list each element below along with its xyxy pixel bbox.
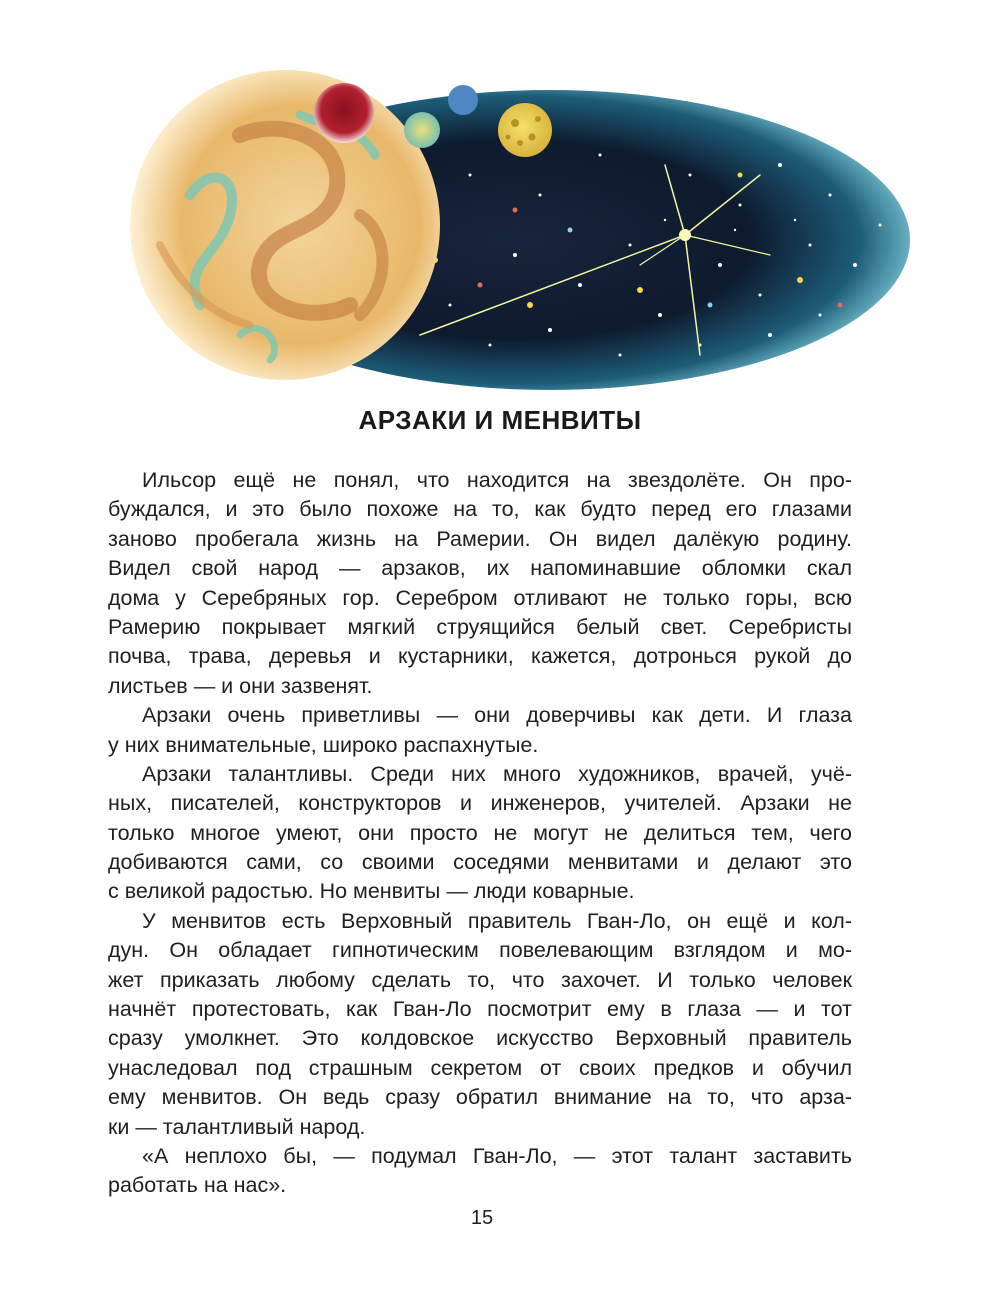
text-line: У менвитов есть Верховный правитель Гван-Ло, он ещё и кол- (142, 908, 852, 933)
text-line: добиваются сами, со своими соседями менвитами и делают это (108, 850, 852, 875)
page-number: 15 (470, 1207, 494, 1229)
space-illustration (120, 55, 910, 400)
text-line: у них внимательные, широко распахнутые. (108, 732, 539, 757)
text-line: Арзаки талантливы. Среди них много художников, врачей, учё- (142, 761, 852, 786)
chapter-text (108, 466, 852, 1201)
yellow-moon (498, 103, 552, 157)
text-line: Ильсор ещё не понял, что находится на звездолёте. Он про- (142, 468, 852, 492)
text-line: с великой радостью. Но менвиты — люди коварные. (108, 879, 635, 904)
text-line: Видел свой народ — арзаков, их напоминавшие обломки скал (108, 556, 852, 581)
text-line: дун. Он обладает гипнотическим повелевающим взглядом и мо- (108, 938, 852, 963)
red-moon (314, 83, 374, 143)
text-line: жет приказать любому сделать то, что захочет. И только человек (108, 967, 852, 992)
large-planet (130, 70, 440, 380)
text-line: «А неплохо бы, — подумал Гван-Ло, — этот талант заставить (142, 1143, 852, 1168)
text-line: Рамерию покрывает мягкий струящийся белый свет. Серебристы (108, 614, 852, 639)
text-line: заново пробегала жизнь на Рамерии. Он видел далёкую родину. (108, 526, 852, 551)
text-line: работать на нас». (108, 1173, 287, 1198)
text-line: дома у Серебряных гор. Серебром отливают не только горы, всю (108, 585, 852, 610)
text-line: сразу умолкнет. Это колдовское искусство Верховный правитель (108, 1026, 852, 1051)
text-line: ему менвитов. Он ведь сразу обратил внимание на то, что арза- (108, 1085, 852, 1110)
text-line: Арзаки очень приветливы — они доверчивы как дети. И глаза (142, 703, 852, 728)
text-line: ки — талантливый народ. (108, 1114, 366, 1139)
space-illustration-svg (120, 55, 910, 400)
small-blue-moon (448, 85, 478, 115)
small-green-moon (404, 112, 440, 148)
text-line: ных, писателей, конструкторов и инженеров, учителей. Арзаки не (108, 791, 852, 816)
text-line: начнёт протестовать, как Гван-Ло посмотрит ему в глаза — и тот (108, 997, 852, 1022)
chapter-title: АРЗАКИ И МЕНВИТЫ (358, 405, 642, 435)
text-line: листьев — и они зазвенят. (108, 673, 373, 698)
text-line: только многое умеют, они просто не могут не делиться тем, чего (108, 820, 852, 845)
text-line: почва, трава, деревья и кустарники, кажется, дотронься рукой до (108, 644, 852, 669)
text-line: буждался, и это было похоже на то, как будто перед его глазами (108, 497, 852, 522)
text-line: унаследовал под страшным секретом от своих предков и обучил (108, 1055, 852, 1080)
